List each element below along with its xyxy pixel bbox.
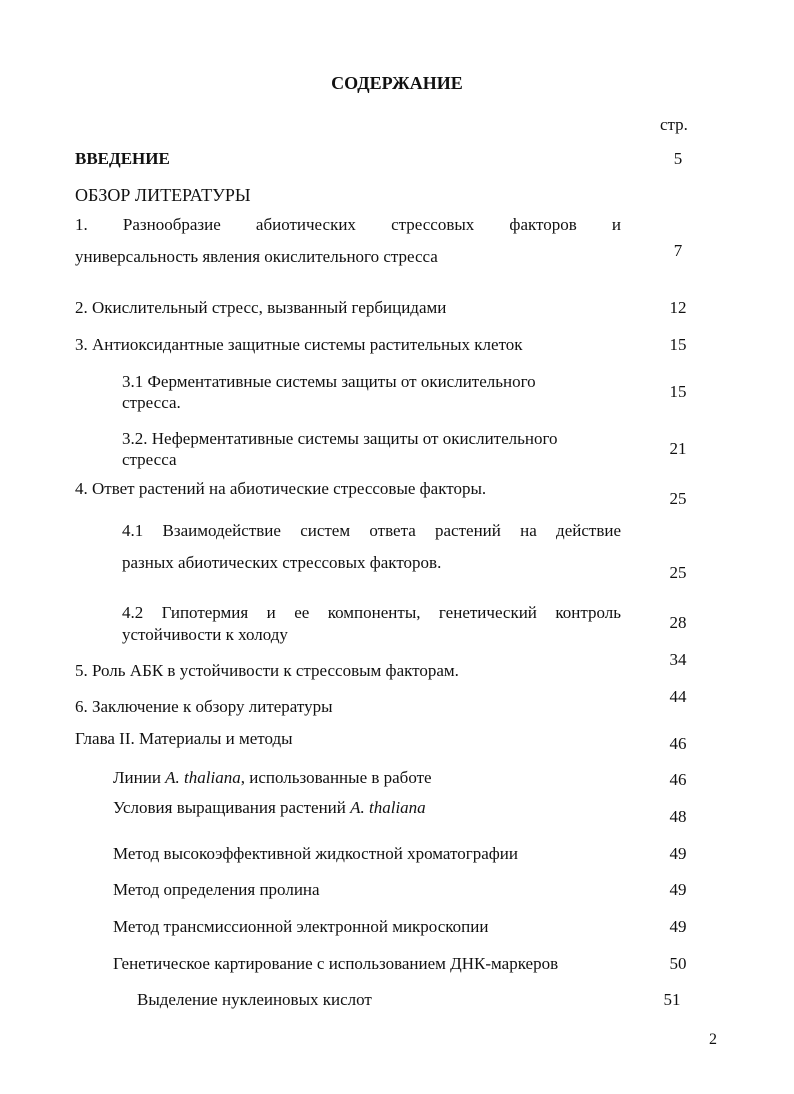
toc-entry-4-1-line1: 4.1 Взаимодействие систем ответа растений на действие (122, 521, 621, 540)
toc-page-number: 49 (669, 844, 687, 863)
page-title: СОДЕРЖАНИЕ (331, 73, 463, 93)
toc-entry-growth-conditions: Условия выращивания растений A. thaliana (113, 798, 426, 817)
toc-page-number: 28 (669, 613, 687, 632)
toc-page-number: 48 (669, 807, 687, 826)
toc-entry-tem: Метод трансмиссионной электронной микроскопии (113, 917, 489, 936)
toc-entry-2: 2. Окислительный стресс, вызванный гербицидами (75, 298, 447, 317)
toc-entry-3-2-line1: 3.2. Неферментативные системы защиты от окислительного (122, 429, 558, 448)
toc-page-number: 51 (663, 990, 681, 1009)
toc-entry-4-1-line2: разных абиотических стрессовых факторов. (122, 553, 442, 572)
toc-page-number: 49 (669, 880, 687, 899)
toc-page-number: 21 (669, 439, 687, 458)
toc-page-number: 50 (669, 954, 687, 973)
toc-page-number: 34 (669, 650, 687, 669)
toc-entry-1-line1: 1. Разнообразие абиотических стрессовых факторов и (75, 215, 621, 234)
toc-entry-3-2-line2: стресса (122, 450, 177, 469)
toc-page-number: 46 (669, 734, 687, 753)
toc-page-number: 49 (669, 917, 687, 936)
toc-page-number: 5 (673, 149, 683, 168)
toc-entry-6: 6. Заключение к обзору литературы (75, 697, 333, 716)
page-column-label: стр. (660, 115, 688, 134)
toc-entry-introduction: ВВЕДЕНИЕ (75, 149, 170, 168)
toc-page-number: 46 (669, 770, 687, 789)
toc-page-number: 25 (669, 489, 687, 508)
toc-chapter-2: Глава II. Материалы и методы (75, 729, 293, 748)
toc-entry-nucleic-acids: Выделение нуклеиновых кислот (137, 990, 372, 1009)
toc-entry-genetic-mapping: Генетическое картирование с использованием ДНК-маркеров (113, 954, 559, 973)
toc-entry-3-1-line2: стресса. (122, 393, 181, 412)
toc-page-number: 7 (673, 241, 683, 260)
toc-entry-hplc: Метод высокоэффективной жидкостной хроматографии (113, 844, 518, 863)
toc-entry-lines: Линии A. thaliana, использованные в работе (113, 768, 432, 787)
toc-entry-4: 4. Ответ растений на абиотические стрессовые факторы. (75, 479, 487, 498)
toc-entry-3-1-line1: 3.1 Ферментативные системы защиты от окислительного (122, 372, 536, 391)
toc-entry-proline: Метод определения пролина (113, 880, 320, 899)
toc-page-number: 44 (669, 687, 687, 706)
toc-page-number: 15 (669, 335, 687, 354)
toc-entry-1-line2: универсальность явления окислительного стресса (75, 247, 438, 266)
toc-entry-4-2-line1: 4.2 Гипотермия и ее компоненты, генетический контроль (122, 603, 621, 622)
toc-entry-3: 3. Антиоксидантные защитные системы растительных клеток (75, 335, 523, 354)
page-number: 2 (709, 1031, 717, 1048)
toc-entry-5: 5. Роль АБК в устойчивости к стрессовым факторам. (75, 661, 459, 680)
toc-page-number: 25 (669, 563, 687, 582)
toc-entry-4-2-line2: устойчивости к холоду (122, 625, 288, 644)
toc-page-number: 12 (669, 298, 687, 317)
toc-section-heading: ОБЗОР ЛИТЕРАТУРЫ (75, 185, 251, 205)
toc-page-number: 15 (669, 382, 687, 401)
